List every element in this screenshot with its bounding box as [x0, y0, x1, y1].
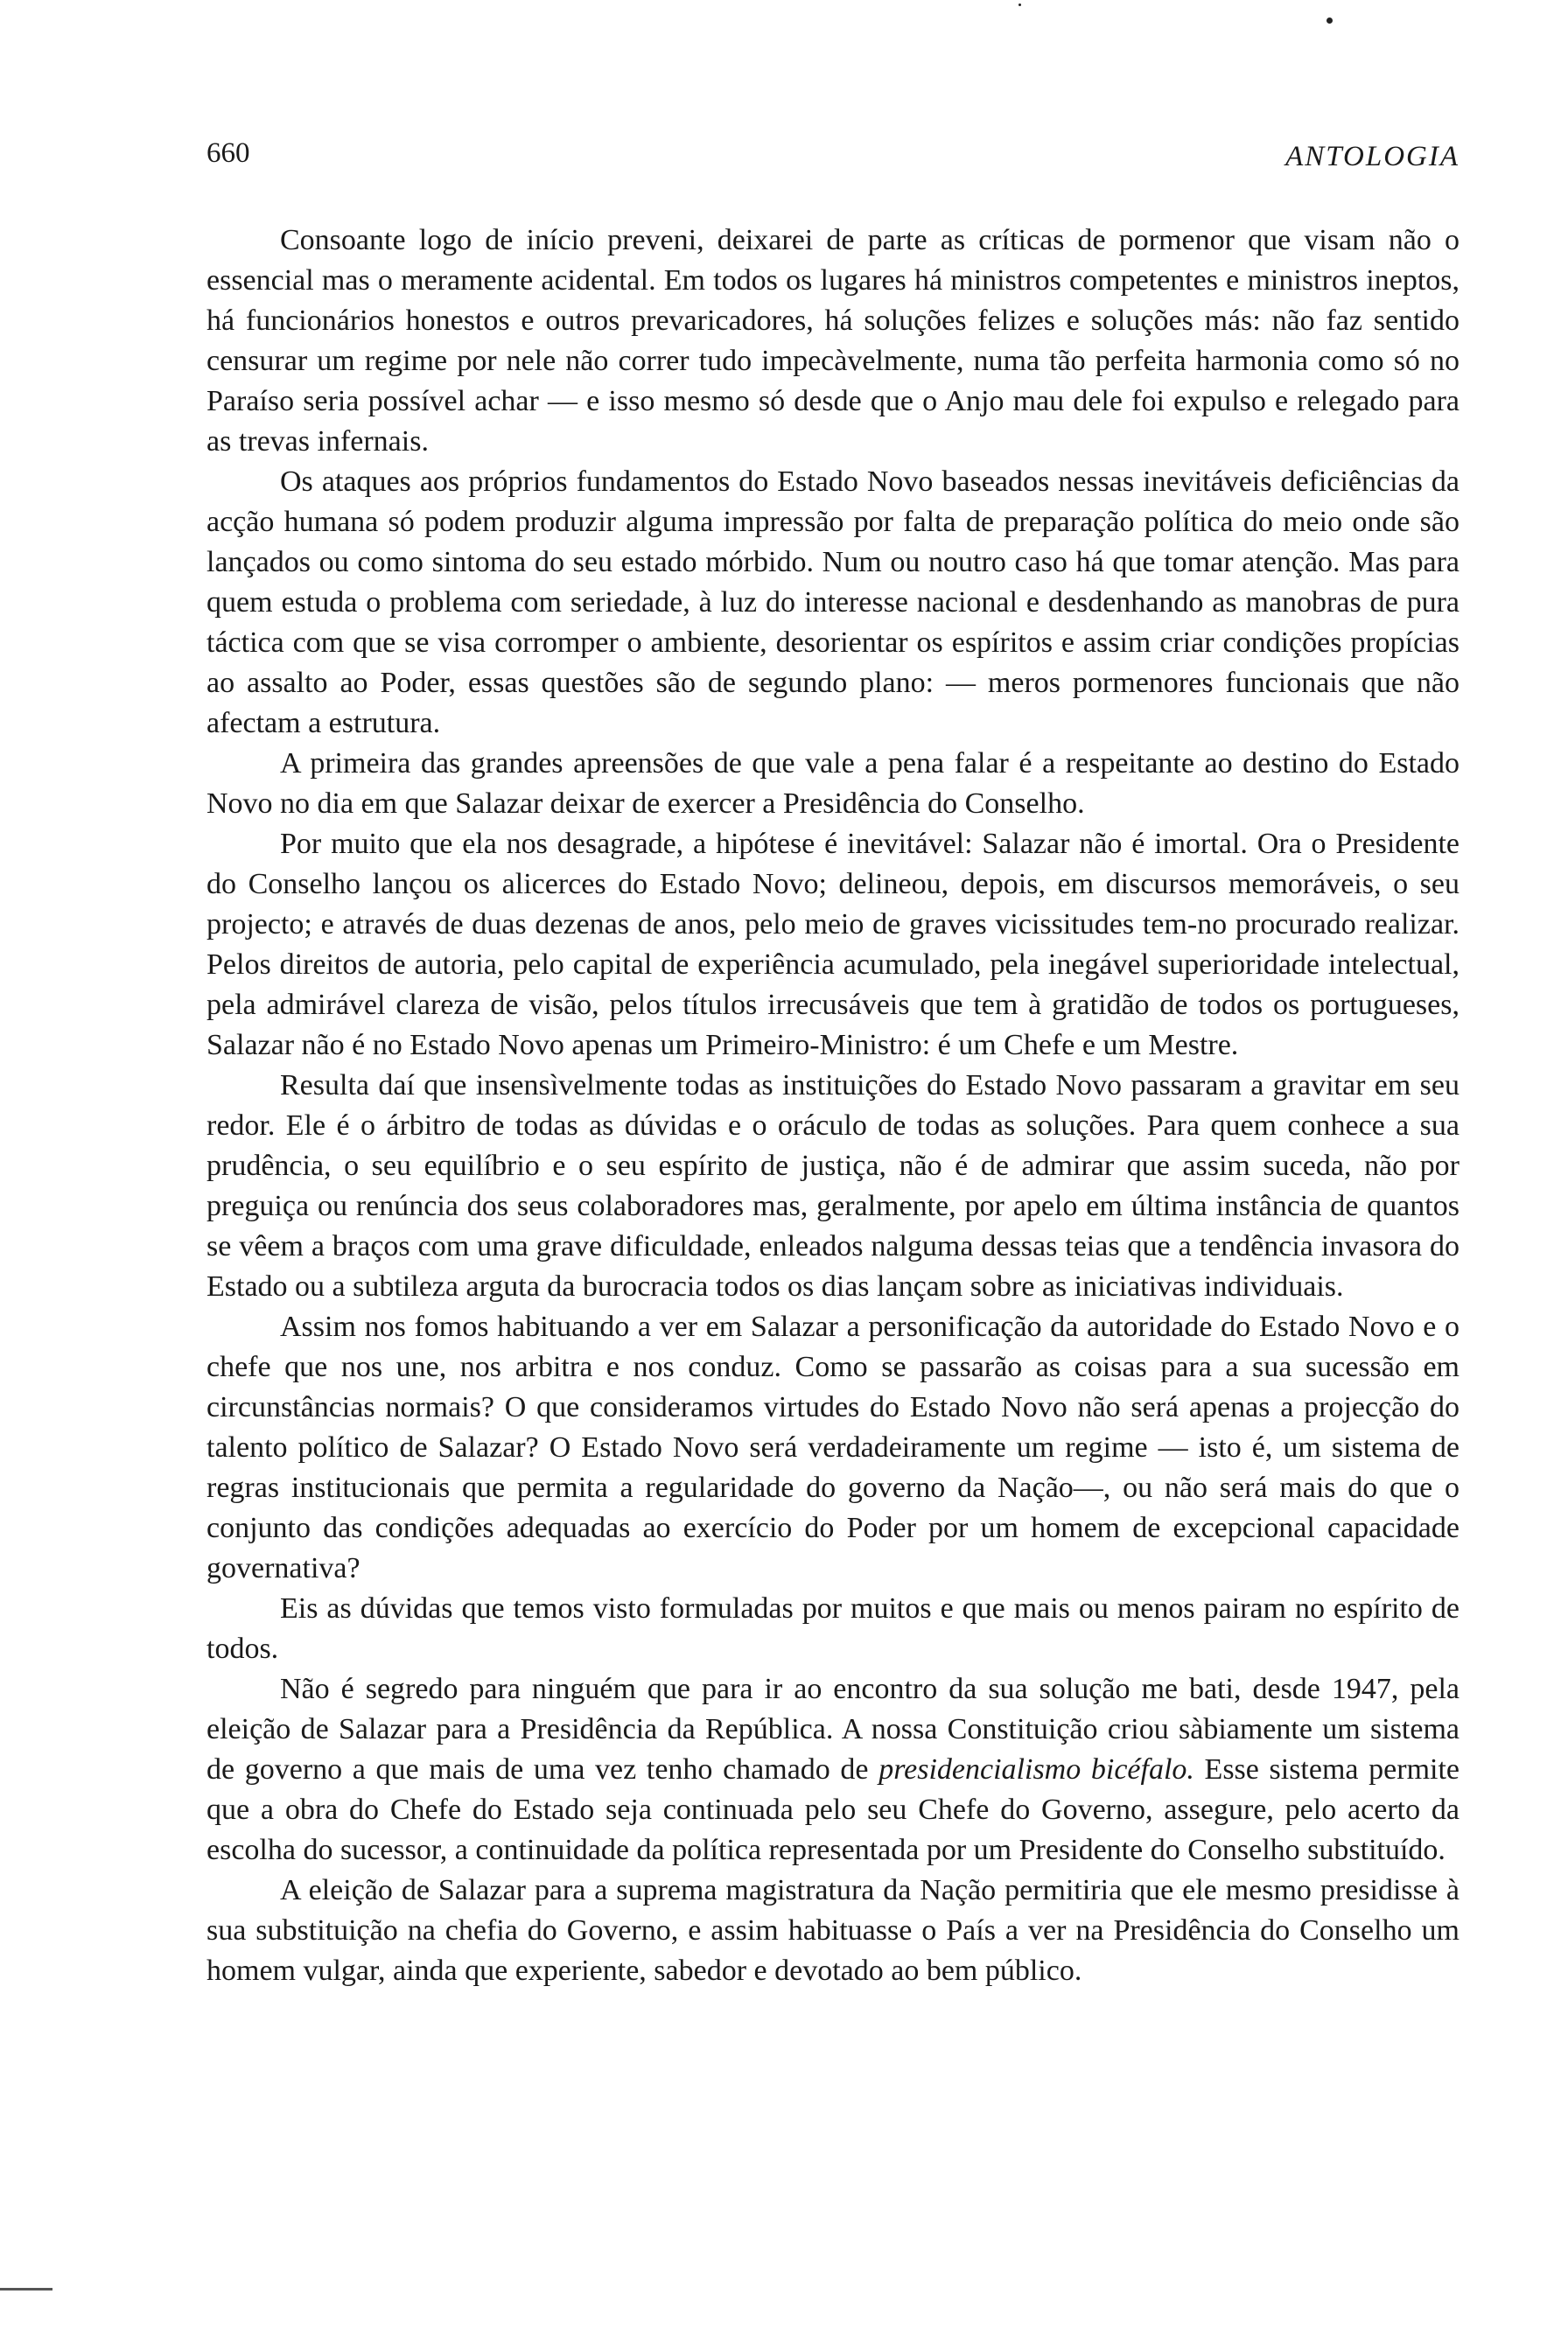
scan-edge-mark: [0, 2288, 52, 2291]
body-text: [206, 220, 1460, 1991]
paragraph-text: Esse sistema permite que a obra do Chefe do Estado seja continuada pelo seu Chefe do Governo, assegure, pelo acerto da escolha do sucessor, a continuidade da política representada por um Presidente do Conselho substituído.: [206, 1753, 1460, 1866]
page-header: [206, 137, 1460, 181]
running-title: ANTOLOGIA: [1285, 141, 1460, 172]
paragraph: A primeira das grandes apreensões de que vale a pena falar é a respeitante ao destino do Estado Novo no dia em que Salazar deixar de exercer a Presidência do Conselho.: [206, 747, 1460, 820]
scan-speck: [1018, 3, 1021, 6]
paragraph-text: Não é segredo para ninguém que para ir ao encontro da sua solução me bati, desde 1947, pela eleição de Salazar para a Presidência da República. A nossa Constituição criou sàbiamente um sistema de governo a que mais de uma vez tenho chamado de: [206, 1673, 1460, 1786]
paragraph: Por muito que ela nos desagrade, a hipótese é inevitável: Salazar não é imortal. Ora o Presidente do Conselho lançou os alicerces do Estado Novo; delineou, depois, em discursos memoráveis, o seu projecto; e através de duas dezenas de anos, pelo meio de graves vicissitudes tem-no procurado realizar. Pelos direitos de autoria, pelo capital de experiência acumulado, pela inegável superioridade intelectual, pela admirável clareza de visão, pelos títulos irrecusáveis que tem à gratidão de todos os portugueses, Salazar não é no Estado Novo apenas um Primeiro-Ministro: é um Chefe e um Mestre.: [206, 828, 1460, 1061]
paragraph: A eleição de Salazar para a suprema magistratura da Nação permitiria que ele mesmo presidisse à sua substituição na chefia do Governo, e assim habituasse o País a ver na Presidência do Conselho um homem vulgar, ainda que experiente, sabedor e devotado ao bem público.: [206, 1874, 1460, 1987]
page-number: 660: [206, 137, 250, 169]
paragraph: Consoante logo de início preveni, deixarei de parte as críticas de pormenor que visam não o essencial mas o meramente acidental. Em todos os lugares há ministros competentes e ministros ineptos, há funcionários honestos e outros prevaricadores, há soluções felizes e soluções más: não faz sentido censurar um regime por nele não correr tudo impecàvelmente, numa tão perfeita harmonia como só no Paraíso seria possível achar — e isso mesmo só desde que o Anjo mau dele foi expulso e relegado para as trevas infernais.: [206, 224, 1460, 458]
paragraph: [206, 1669, 1460, 1871]
paragraph: Assim nos fomos habituando a ver em Salazar a personificação da autoridade do Estado Novo e o chefe que nos une, nos arbitra e nos conduz. Como se passarão as coisas para a sua sucessão em circunstâncias normais? O que consideramos virtudes do Estado Novo não será apenas a projecção do talento político de Salazar? O Estado Novo será verdadeiramente um regime — isto é, um sistema de regras institucionais que permita a regularidade do governo da Nação—, ou não será mais do que o conjunto das condições adequadas ao exercício do Poder por um homem de excepcional capacidade governativa?: [206, 1311, 1460, 1584]
paragraph: Eis as dúvidas que temos visto formuladas por muitos e que mais ou menos pairam no espírito de todos.: [206, 1592, 1460, 1665]
scan-speck: [1326, 17, 1333, 24]
paragraph: Os ataques aos próprios fundamentos do Estado Novo baseados nessas inevitáveis deficiências da acção humana só podem produzir alguma impressão por falta de preparação política do meio onde são lançados ou como sintoma do seu estado mórbido. Num ou noutro caso há que tomar atenção. Mas para quem estuda o problema com seriedade, à luz do interesse nacional e desdenhando as manobras de pura táctica com que se visa corromper o ambiente, desorientar os espíritos e assim criar condições propícias ao assalto ao Poder, essas questões são de segundo plano: — meros pormenores funcionais que não afectam a estrutura.: [206, 465, 1460, 739]
emphasized-term: presidencialismo bicéfalo.: [878, 1753, 1194, 1786]
paragraph: Resulta daí que insensìvelmente todas as instituições do Estado Novo passaram a gravitar em seu redor. Ele é o árbitro de todas as dúvidas e o oráculo de todas as soluções. Para quem conhece a sua prudência, o seu equilíbrio e o seu espírito de justiça, não é de admirar que assim suceda, não por preguiça ou renúncia dos seus colaboradores mas, geralmente, por apelo em última instância de quantos se vêem a braços com uma grave dificuldade, enleados nalguma dessas teias que a tendência invasora do Estado ou a subtileza arguta da burocracia todos os dias lançam sobre as iniciativas individuais.: [206, 1069, 1460, 1303]
